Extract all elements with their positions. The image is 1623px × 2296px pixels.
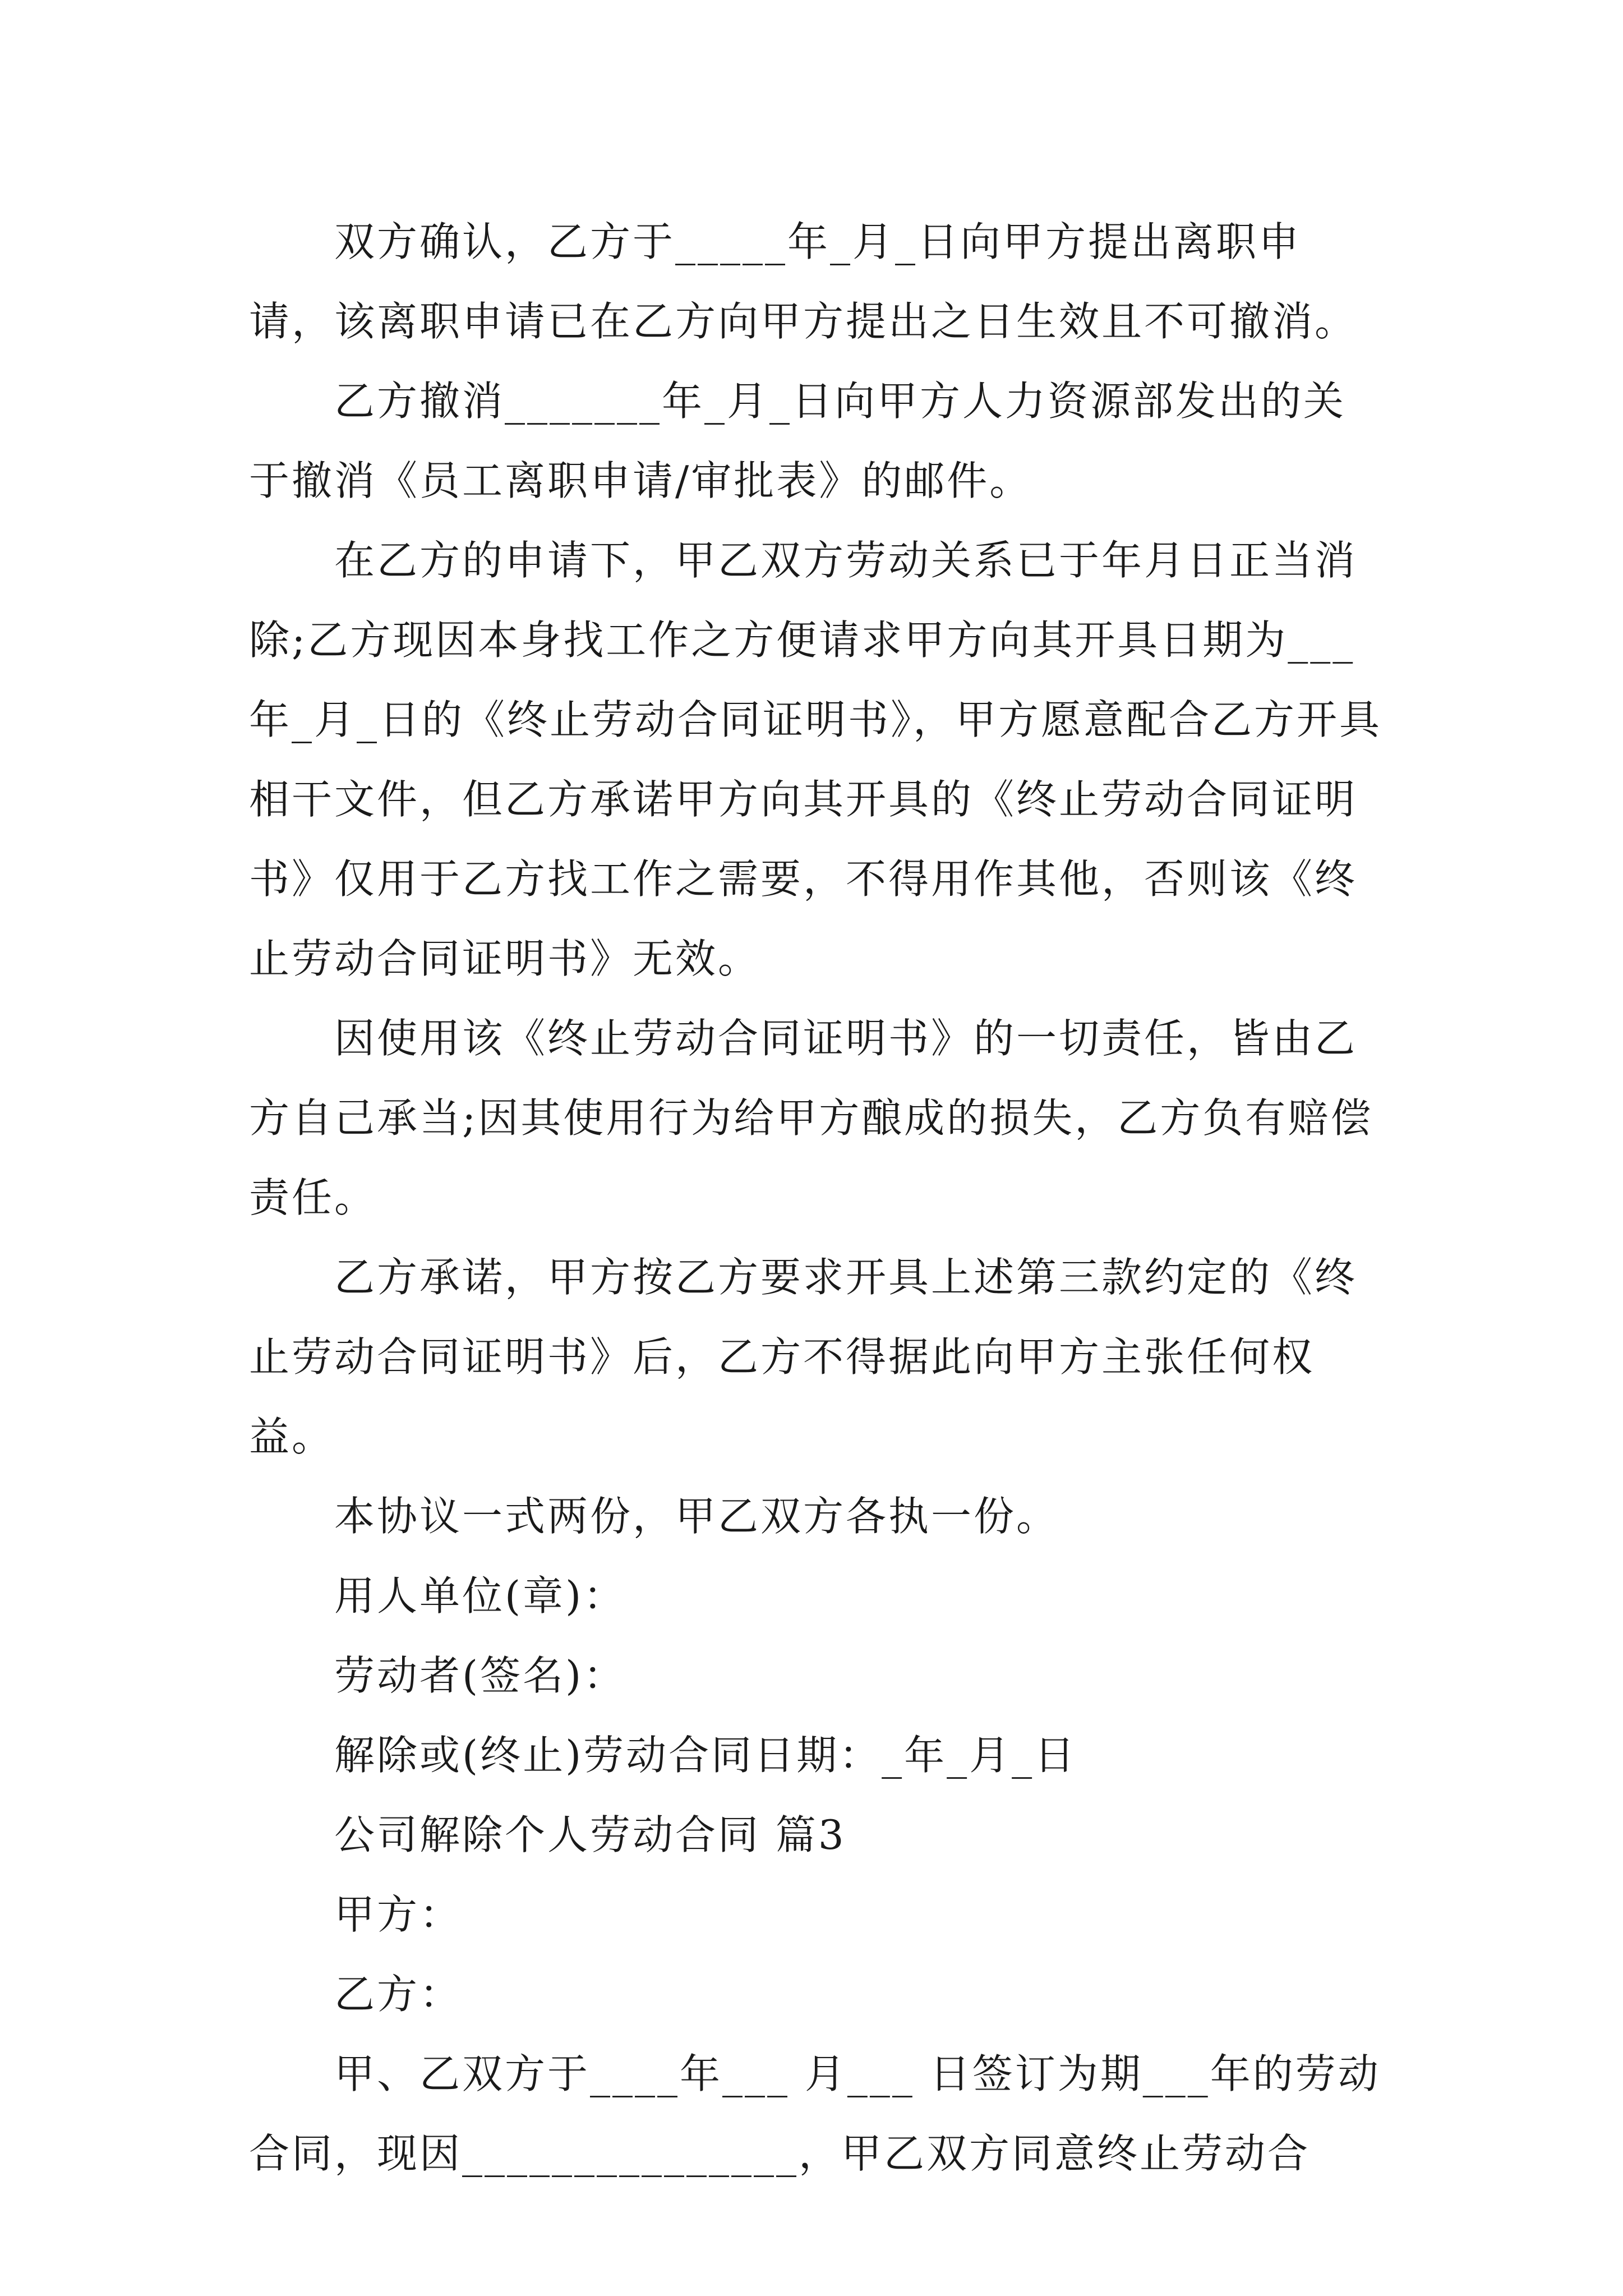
paragraph-liability: 因使用该《终止劳动合同证明书》的一切责任，皆由乙方自己承当;因其使用行为给甲方酿成的损失，乙方负有赔偿责任。 bbox=[249, 1015, 1373, 1221]
paragraph-withdraw-email: 乙方撤消_______年_月_日向甲方人力资源部发出的关于撤消《员工离职申请/审批表》的邮件。 bbox=[249, 378, 1347, 504]
employee-signature-line: 劳动者(签名)： bbox=[334, 1652, 626, 1699]
paragraph-contract-termination: 甲、乙双方于____年___ 月___ 日签订为期___年的劳动合同，现因_______________，甲乙双方同意终止劳动合 bbox=[249, 2050, 1381, 2177]
paragraph-termination-certificate: 在乙方的申请下，甲乙双方劳动关系已于年月日正当消除;乙方现因本身找工作之方便请求甲方向其开具日期为___年_月_日的《终止劳动合同证明书》，甲方愿意配合乙方开具相干文件，但乙方承诺甲方向其开具的《终止劳动合同证明书》仅用于乙方找工作之需要，不得用作其他，否则该《终止劳动合同证明书》无效。 bbox=[249, 537, 1382, 982]
document-body bbox=[249, 202, 1382, 2193]
party-a-line: 甲方： bbox=[334, 1891, 463, 1938]
paragraph-resignation-confirmation: 双方确认，乙方于_____年_月_日向甲方提出离职申请，该离职申请已在乙方向甲方提出之日生效且不可撤消。 bbox=[249, 218, 1358, 345]
party-b-line: 乙方： bbox=[334, 1971, 463, 2018]
termination-date-line: 解除或(终止)劳动合同日期：_年_月_日 bbox=[334, 1732, 1077, 1779]
paragraph-no-claims: 乙方承诺，甲方按乙方要求开具上述第三款约定的《终止劳动合同证明书》后，乙方不得据此向甲方主张任何权益。 bbox=[249, 1254, 1358, 1460]
employer-seal-line: 用人单位(章)： bbox=[334, 1572, 626, 1619]
section-heading: 公司解除个人劳动合同 篇3 bbox=[334, 1811, 846, 1858]
paragraph-copies: 本协议一式两份，甲乙双方各执一份。 bbox=[334, 1493, 1059, 1540]
